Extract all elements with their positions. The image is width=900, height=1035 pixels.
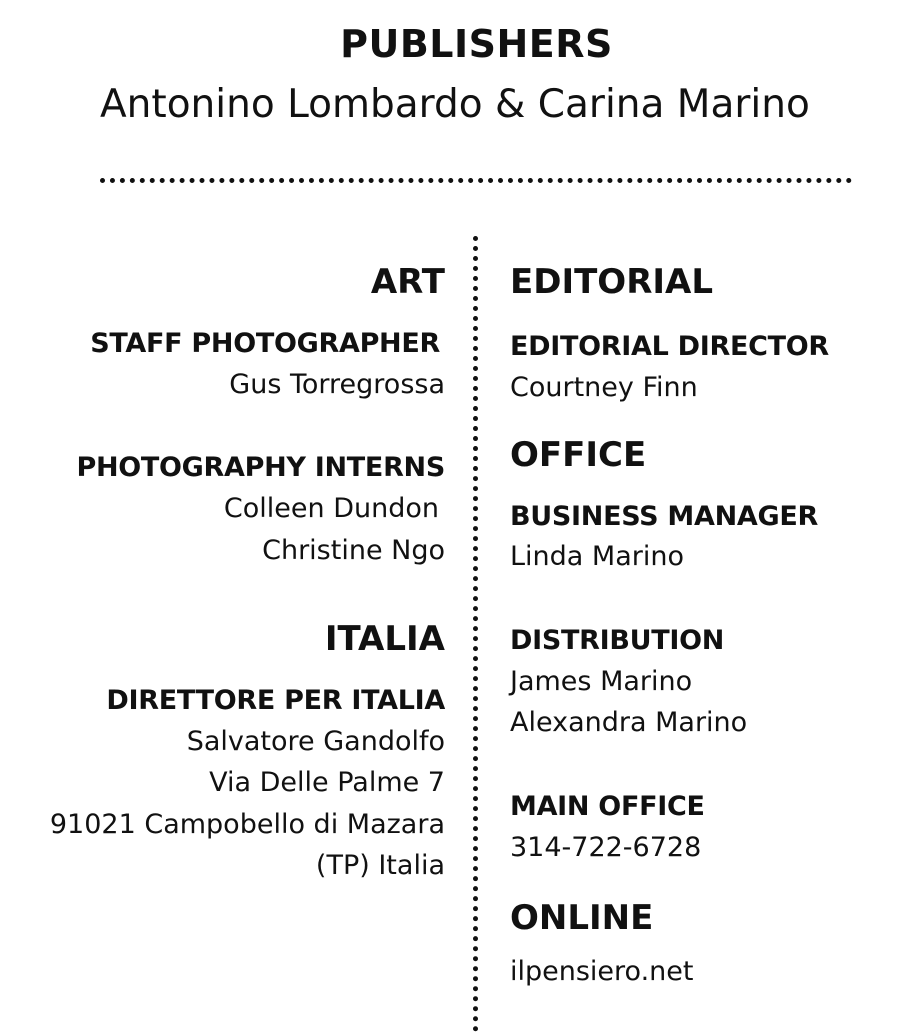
section-heading-office: OFFICE: [510, 435, 647, 475]
name-editorial-director: Courtney Finn: [510, 372, 698, 403]
vertical-dotted-divider: [473, 236, 478, 1032]
publishers-heading: PUBLISHERS: [340, 22, 613, 66]
section-heading-editorial: EDITORIAL: [510, 262, 714, 302]
section-heading-art: ART: [370, 262, 445, 302]
role-direttore-per-italia: DIRETTORE PER ITALIA: [106, 685, 445, 716]
address-country: (TP) Italia: [315, 850, 445, 881]
horizontal-dotted-divider: [100, 178, 852, 183]
name-intern-2: Christine Ngo: [262, 535, 445, 566]
name-intern-1: Colleen Dundon: [223, 493, 439, 524]
main-office-phone: 314-722-6728: [510, 832, 702, 863]
name-distribution-2: Alexandra Marino: [510, 707, 748, 738]
website-url: ilpensiero.net: [510, 956, 694, 987]
role-business-manager: BUSINESS MANAGER: [510, 501, 818, 532]
role-editorial-director: EDITORIAL DIRECTOR: [510, 331, 829, 362]
direttore-name: Salvatore Gandolfo: [186, 726, 445, 757]
role-staff-photographer: STAFF PHOTOGRAPHER: [90, 328, 440, 359]
role-photography-interns: PHOTOGRAPHY INTERNS: [76, 452, 445, 483]
section-heading-online: ONLINE: [510, 898, 654, 938]
role-distribution: DISTRIBUTION: [510, 625, 725, 656]
name-staff-photographer: Gus Torregrossa: [229, 369, 445, 400]
section-heading-italia: ITALIA: [324, 619, 445, 659]
address-street: Via Delle Palme 7: [209, 767, 445, 798]
address-city: 91021 Campobello di Mazara: [49, 809, 445, 840]
role-main-office: MAIN OFFICE: [510, 791, 705, 822]
publisher-names: Antonino Lombardo & Carina Marino: [100, 82, 810, 127]
name-business-manager: Linda Marino: [510, 541, 684, 572]
name-distribution-1: James Marino: [510, 666, 693, 697]
